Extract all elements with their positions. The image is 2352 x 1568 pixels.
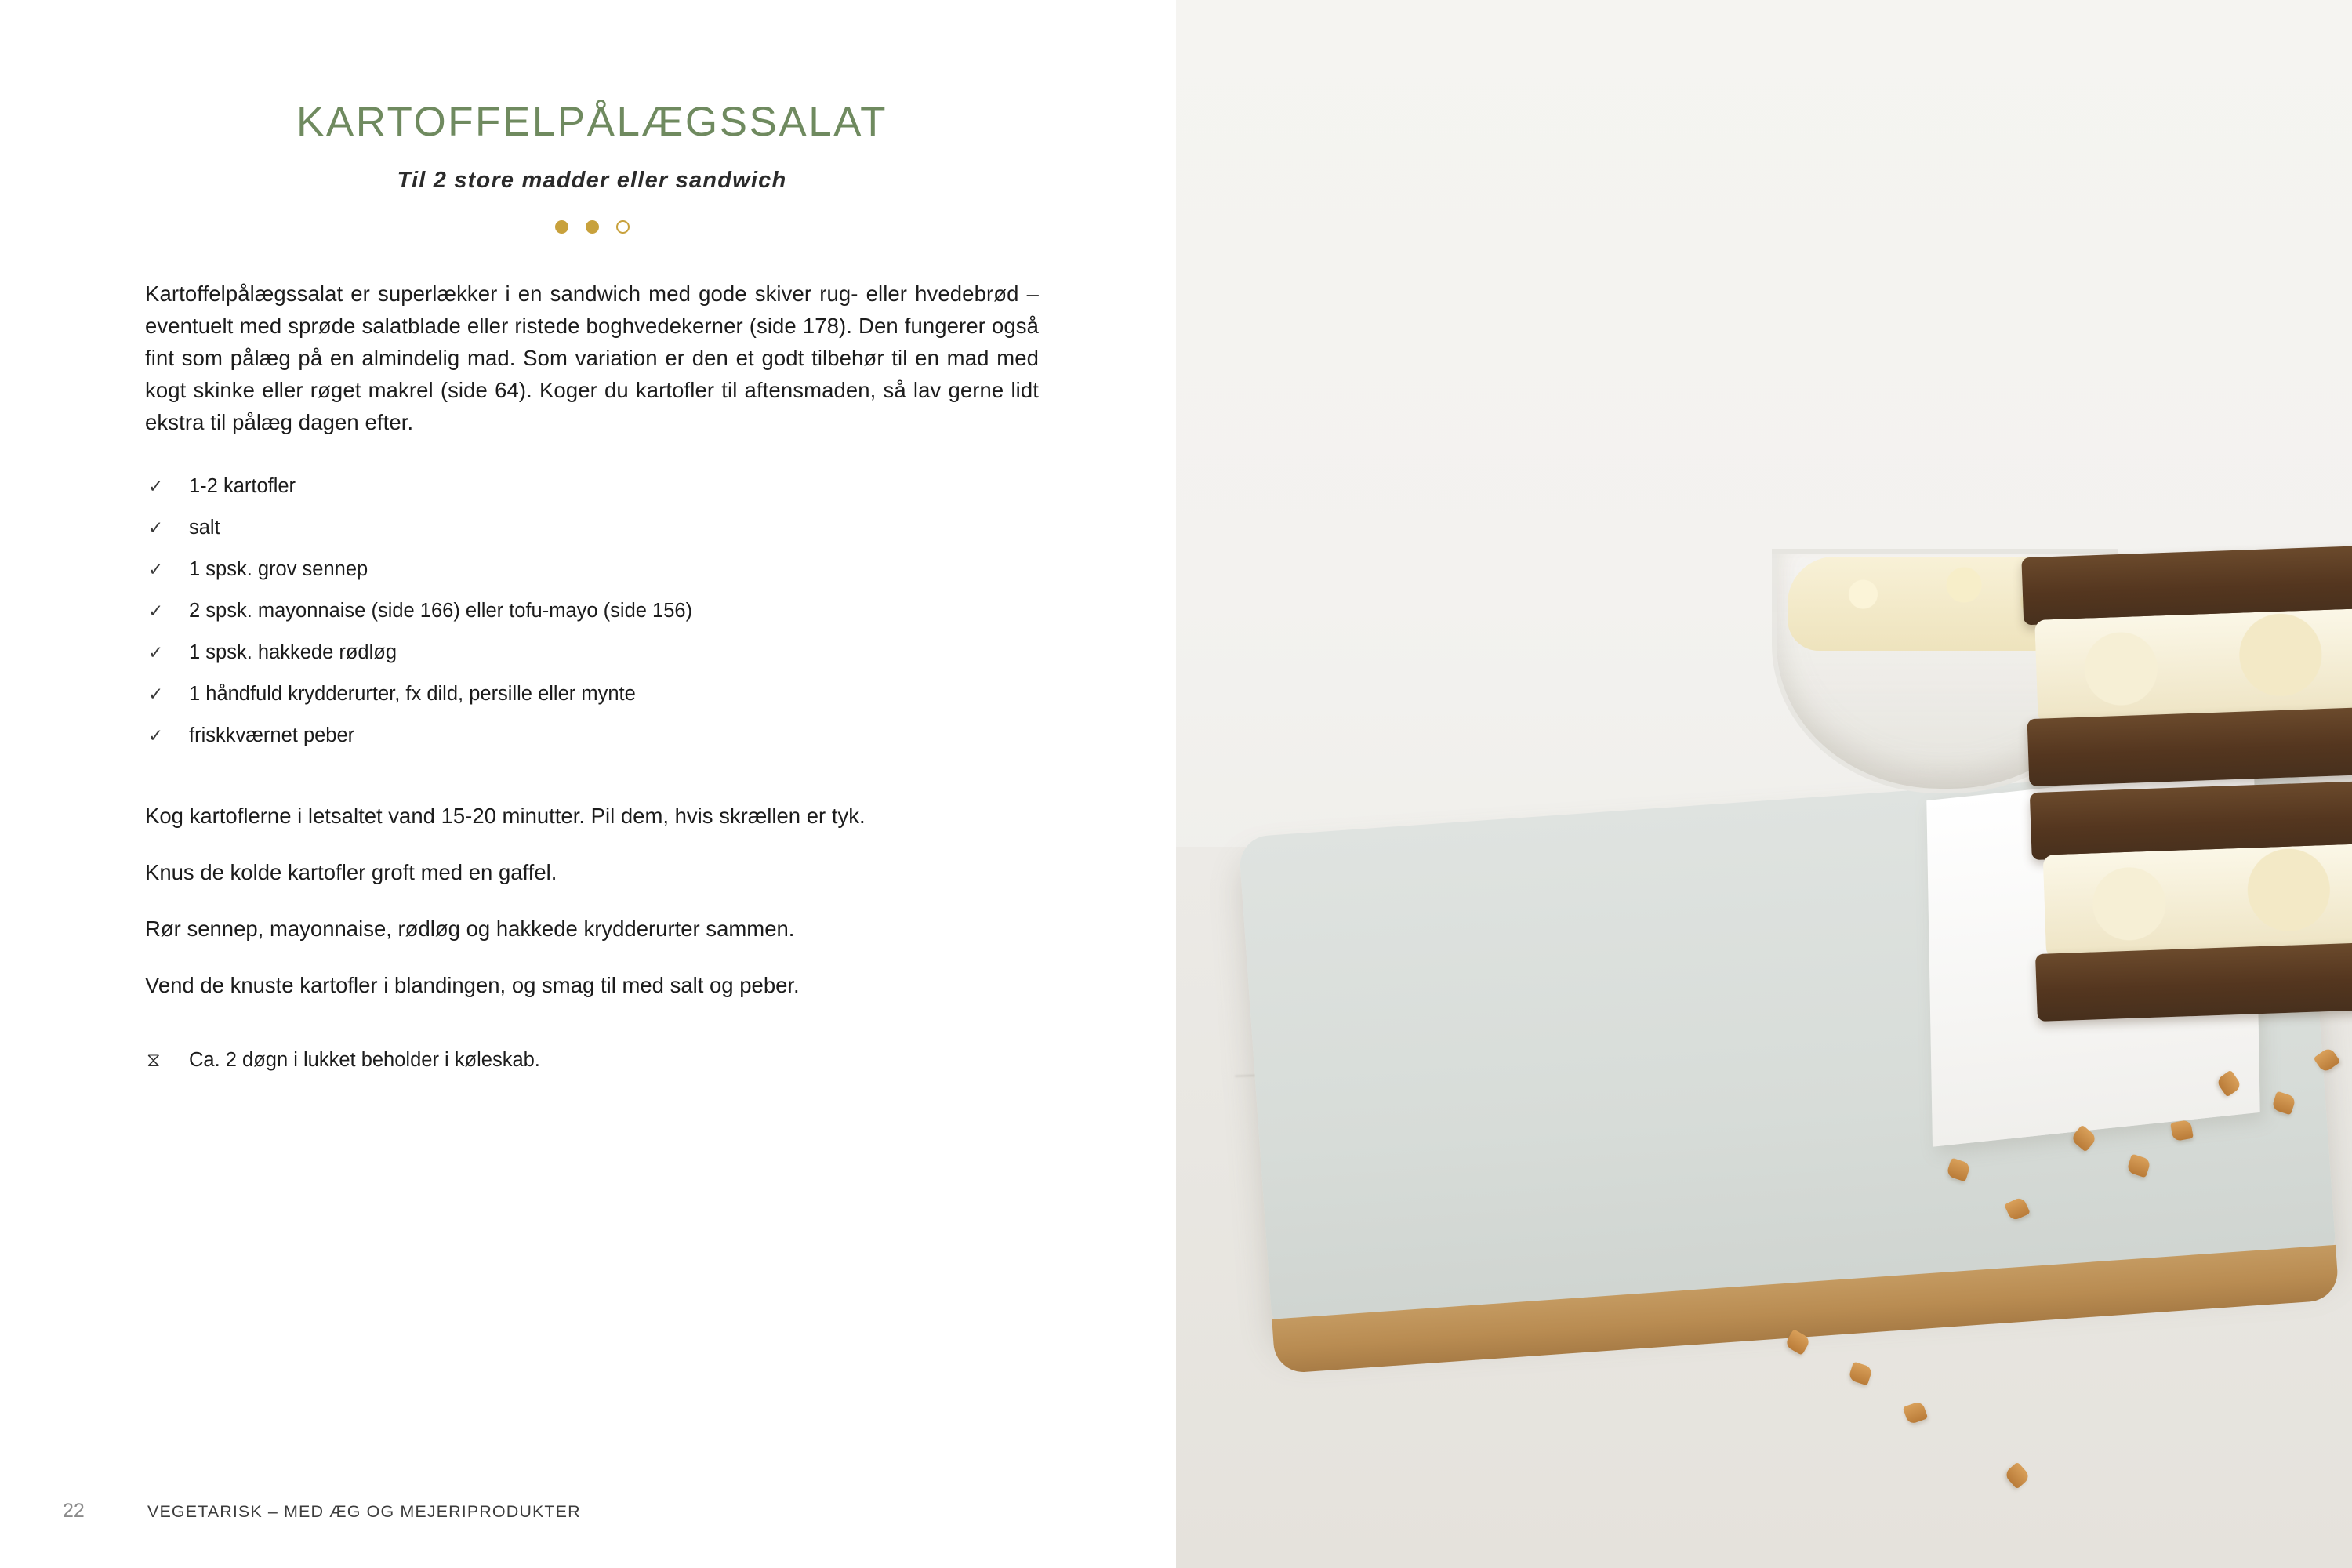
step-text: Knus de kolde kartofler groft med en gaffel. bbox=[145, 860, 557, 884]
check-icon: ✓ bbox=[148, 601, 164, 621]
page-title: KARTOFFELPÅLÆGSSALAT bbox=[296, 99, 887, 145]
potato-salad-filling bbox=[2043, 839, 2352, 959]
recipe-intro-text: Kartoffelpålægssalat er superlækker i en sandwich med gode skiver rug- eller hvedebrød – eventuelt med sprøde salatblade eller ristede boghvedekerner (side 178). Den fungerer også fint som pålæg på en almindelig mad. Som variation er den et godt tilbehør til en mad med kogt skinke eller røget makrel (side 64). Koger du kartofler til aftensmaden, så lav gerne lidt ekstra til pålæg dagen efter. bbox=[145, 281, 1039, 434]
list-item bbox=[145, 517, 1039, 559]
step-text: Rør sennep, mayonnaise, rødløg og hakkede krydderurter sammen. bbox=[145, 916, 795, 941]
chapter-title: VEGETARISK – MED ÆG OG MEJERIPRODUKTER bbox=[147, 1502, 581, 1521]
difficulty-dot-filled-1 bbox=[555, 220, 568, 234]
ingredient-label: salt bbox=[189, 517, 220, 539]
hourglass-icon: ⧖ bbox=[147, 1049, 161, 1071]
check-icon: ✓ bbox=[148, 725, 164, 746]
step-text: Vend de knuste kartofler i blandingen, og smag til med salt og peber. bbox=[145, 973, 800, 997]
step-text: Kog kartoflerne i letsaltet vand 15-20 minutter. Pil dem, hvis skrællen er tyk. bbox=[145, 804, 866, 828]
potato-salad-filling bbox=[2034, 604, 2352, 724]
sandwich-stack bbox=[2021, 540, 2352, 1091]
buckwheat-grain bbox=[2170, 1120, 2194, 1142]
list-item bbox=[145, 642, 1039, 684]
recipe-photo-page bbox=[1176, 0, 2352, 1568]
recipe-subtitle: Til 2 store madder eller sandwich bbox=[397, 168, 787, 193]
recipe-content bbox=[145, 98, 1039, 1072]
preparation-steps bbox=[145, 801, 1039, 1000]
storage-label: Ca. 2 døgn i lukket beholder i køleskab. bbox=[189, 1049, 540, 1071]
difficulty-indicator bbox=[145, 220, 1039, 234]
list-item bbox=[145, 601, 1039, 642]
check-icon: ✓ bbox=[148, 517, 164, 538]
list-item bbox=[145, 476, 1039, 517]
ingredient-label: 1-2 kartofler bbox=[189, 475, 296, 497]
ingredient-label: 1 spsk. grov sennep bbox=[189, 558, 368, 580]
ingredient-label: 2 spsk. mayonnaise (side 166) eller tofu-mayo (side 156) bbox=[189, 600, 693, 622]
check-icon: ✓ bbox=[148, 684, 164, 704]
difficulty-dot-filled-2 bbox=[586, 220, 599, 234]
ingredient-list bbox=[145, 476, 1039, 767]
page-number: 22 bbox=[63, 1500, 85, 1522]
food-photograph bbox=[1176, 0, 2352, 1568]
list-item bbox=[145, 684, 1039, 725]
ingredient-label: friskkværnet peber bbox=[189, 724, 355, 746]
check-icon: ✓ bbox=[148, 476, 164, 496]
list-item bbox=[145, 559, 1039, 601]
ingredient-label: 1 spsk. hakkede rødløg bbox=[189, 641, 397, 663]
check-icon: ✓ bbox=[148, 642, 164, 662]
difficulty-dot-empty-3 bbox=[616, 220, 630, 234]
ingredient-label: 1 håndfuld krydderurter, fx dild, persille eller mynte bbox=[189, 683, 636, 705]
check-icon: ✓ bbox=[148, 559, 164, 579]
page-footer bbox=[63, 1500, 581, 1523]
list-item bbox=[145, 725, 1039, 767]
storage-note bbox=[145, 1049, 1039, 1072]
